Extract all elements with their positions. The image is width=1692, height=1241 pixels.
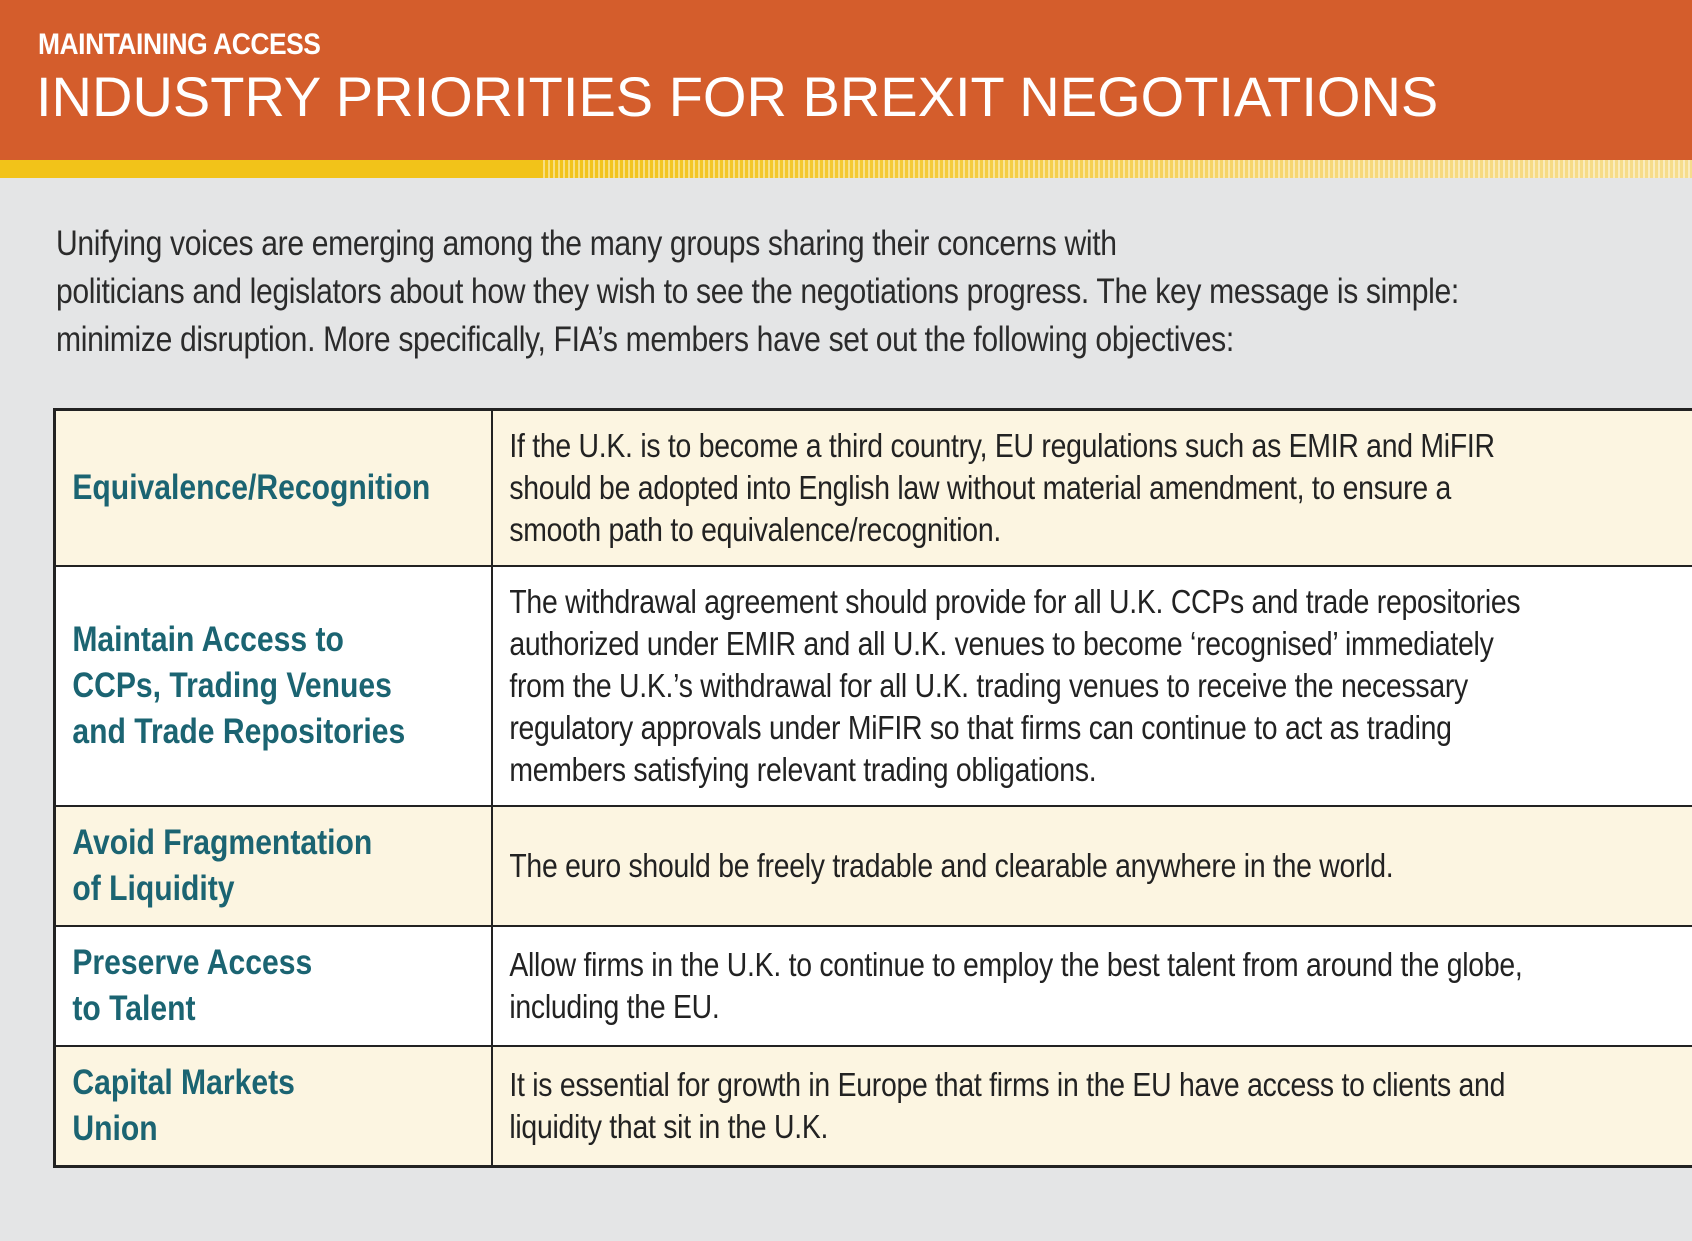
- priority-desc-line: from the U.K.’s withdrawal for all U.K. trading venues to receive the necessary: [509, 666, 1469, 704]
- priority-desc-cell: [492, 806, 1692, 926]
- priority-label-line: Capital Markets: [72, 1062, 295, 1102]
- priority-desc-line: The euro should be freely tradable and clearable anywhere in the world.: [509, 846, 1394, 884]
- priority-desc-line: authorized under EMIR and all U.K. venues to become ‘recognised’ immediately: [509, 624, 1494, 662]
- intro-line: Unifying voices are emerging among the many groups sharing their concerns with: [56, 224, 1117, 263]
- priority-desc-line: liquidity that sit in the U.K.: [509, 1107, 829, 1145]
- priority-description: [493, 944, 1576, 1028]
- priorities-table: [53, 408, 1692, 1168]
- priority-label-line: Avoid Fragmentation: [72, 822, 373, 862]
- priority-description: [493, 425, 1576, 551]
- priority-label-cell: [55, 926, 493, 1046]
- table-row: [55, 410, 1692, 566]
- priority-desc-line: Allow firms in the U.K. to continue to employ the best talent from around the globe,: [509, 945, 1523, 983]
- priority-label-line: and Trade Repositories: [72, 711, 406, 751]
- priority-label: [56, 617, 430, 755]
- priority-label-line: Equivalence/Recognition: [72, 467, 431, 507]
- priority-description: [493, 581, 1576, 791]
- table-row: [55, 806, 1692, 926]
- priority-label: [56, 465, 430, 511]
- priority-desc-line: The withdrawal agreement should provide for all U.K. CCPs and trade repositories: [509, 582, 1521, 620]
- table-row: [55, 926, 1692, 1046]
- priority-desc-line: It is essential for growth in Europe that firms in the EU have access to clients and: [509, 1065, 1506, 1103]
- accent-stripe-hatch: [540, 160, 1692, 178]
- priority-label-cell: [55, 566, 493, 806]
- priority-desc-line: should be adopted into English law without material amendment, to ensure a: [509, 468, 1452, 506]
- priority-label-line: of Liquidity: [72, 868, 235, 908]
- table-row: [55, 1046, 1692, 1167]
- priority-label-line: Union: [72, 1108, 158, 1148]
- priority-label-cell: [55, 410, 493, 566]
- priority-label: [56, 1060, 430, 1152]
- priority-label-line: CCPs, Trading Venues: [72, 665, 392, 705]
- priority-label-cell: [55, 1046, 493, 1167]
- priority-description: [493, 845, 1576, 887]
- priority-desc-line: including the EU.: [509, 987, 720, 1025]
- priority-desc-line: regulatory approvals under MiFIR so that firms can continue to act as trading: [509, 708, 1452, 746]
- priority-label: [56, 820, 430, 912]
- priority-label-line: to Talent: [72, 988, 196, 1028]
- priority-description: [493, 1064, 1576, 1148]
- priority-label-line: Maintain Access to: [72, 619, 344, 659]
- priority-desc-cell: [492, 410, 1692, 566]
- page-title: INDUSTRY PRIORITIES FOR BREXIT NEGOTIATIONS: [36, 65, 1439, 128]
- section-kicker: MAINTAINING ACCESS: [38, 28, 321, 61]
- priority-label: [56, 940, 430, 1032]
- table-row: [55, 566, 1692, 806]
- priority-desc-cell: [492, 566, 1692, 806]
- priority-desc-line: members satisfying relevant trading obligations.: [509, 750, 1097, 788]
- priority-desc-line: smooth path to equivalence/recognition.: [509, 510, 1002, 548]
- priority-desc-cell: [492, 926, 1692, 1046]
- priority-desc-cell: [492, 1046, 1692, 1167]
- intro-line: politicians and legislators about how they wish to see the negotiations progress. The key message is simple:: [56, 272, 1459, 311]
- priority-label-cell: [55, 806, 493, 926]
- priority-desc-line: If the U.K. is to become a third country, EU regulations such as EMIR and MiFIR: [509, 426, 1495, 464]
- intro-line: minimize disruption. More specifically, FIA’s members have set out the following objectives:: [56, 320, 1234, 359]
- priority-label-line: Preserve Access: [72, 942, 313, 982]
- intro-paragraph: [56, 220, 1656, 364]
